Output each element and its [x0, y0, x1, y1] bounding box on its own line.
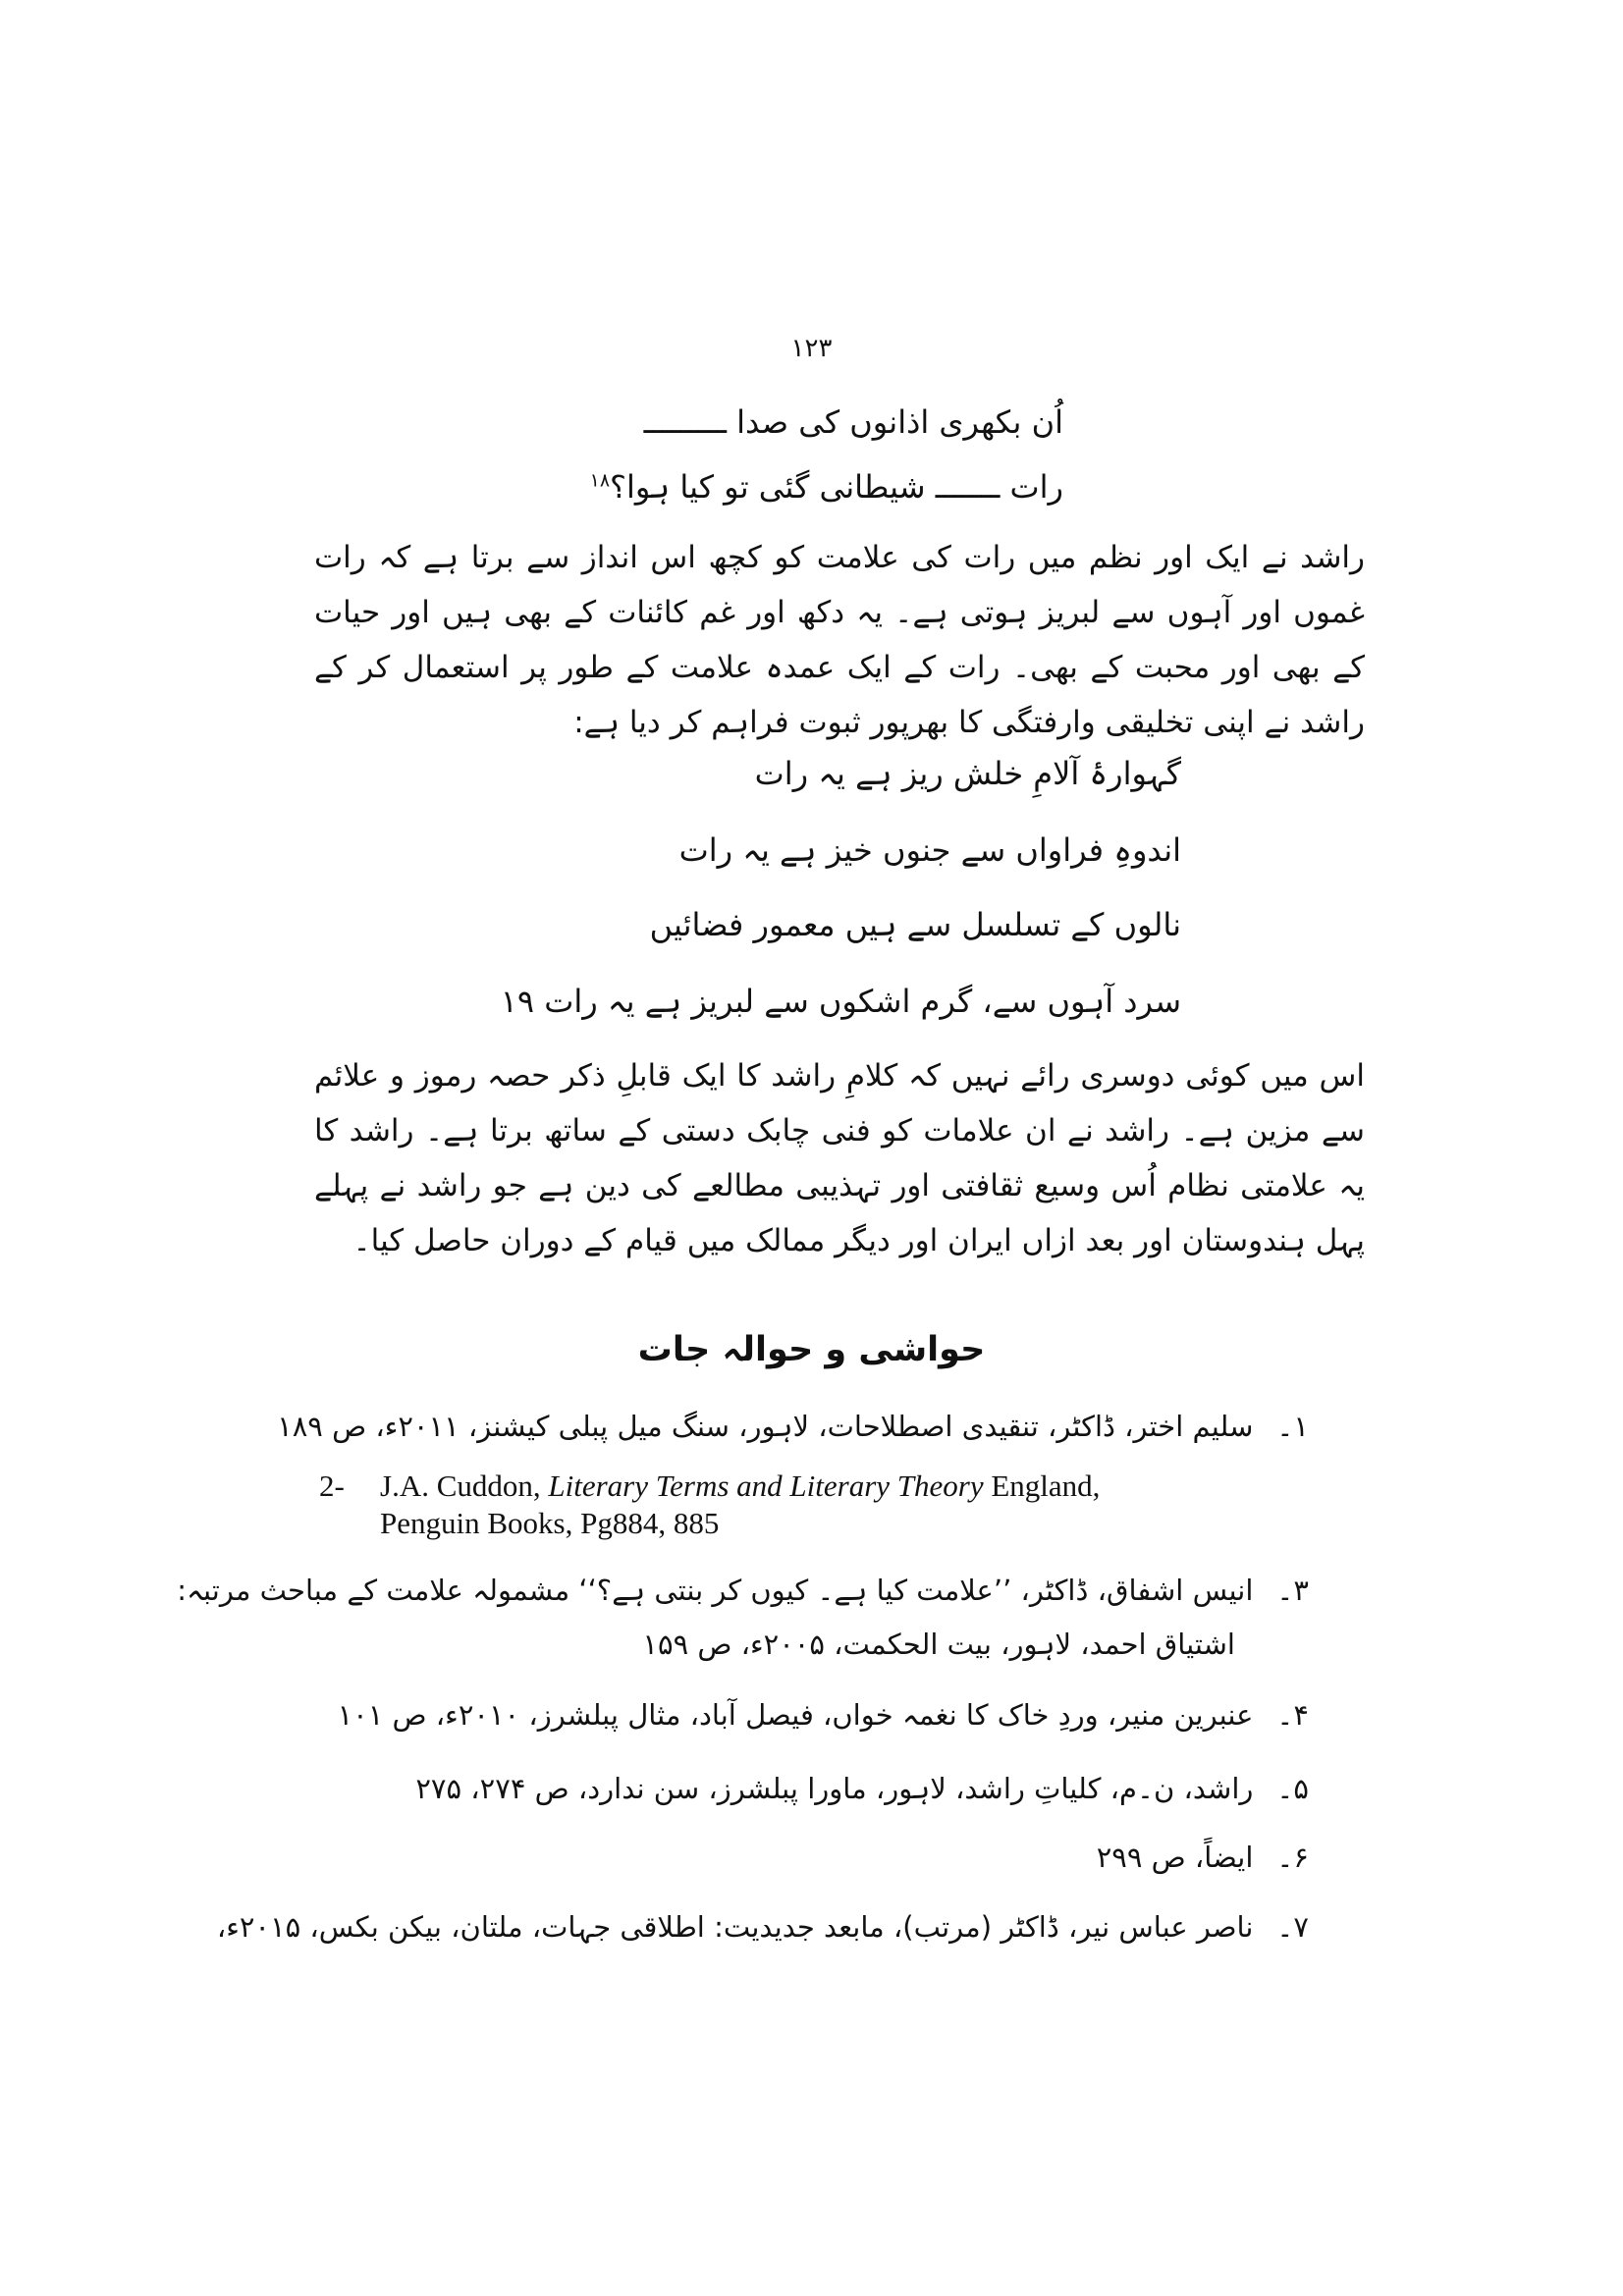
poem-line-2: اندوہِ فراواں سے جنوں خیز ہے یہ رات — [678, 831, 1181, 869]
reference-text-line-1: انیس اشفاق، ڈاکٹر، ’’علامت کیا ہے۔ کیوں کر بنتی ہے؟‘‘ مشمولہ علامت کے مباحث مرتبہ: — [177, 1574, 1254, 1607]
reference-item-7 — [217, 1902, 1309, 1951]
reference-number: ۷۔ — [1276, 1910, 1309, 1944]
reference-item-1 — [277, 1402, 1309, 1451]
footnote-marker: ۱۸ — [589, 469, 611, 492]
reference-text: ناصر عباس نیر، ڈاکٹر (مرتب)، مابعد جدیدیت: اطلاقی جہات، ملتان، بیکن بکس، ۲۰۱۵ء، — [216, 1910, 1254, 1944]
reference-item-5 — [415, 1764, 1309, 1813]
reference-item-3 — [177, 1566, 1309, 1615]
reference-item-3-continuation: اشتیاق احمد، لاہور، بیت الحکمت، ۲۰۰۵ء، ص ۱۵۹ — [642, 1628, 1235, 1661]
reference-item-6 — [1097, 1833, 1309, 1882]
verse-line-2 — [590, 459, 1063, 514]
page-number: ۱۲۳ — [790, 334, 833, 363]
poem-line-1: گہوارۂ آلامِ خلش ریز ہے یہ رات — [754, 755, 1181, 792]
reference-number: 2- — [319, 1468, 345, 1503]
reference-number: ۵۔ — [1276, 1772, 1309, 1805]
reference-number: ۳۔ — [1276, 1574, 1309, 1607]
reference-item-2 — [319, 1468, 1262, 1542]
reference-item-4 — [338, 1690, 1309, 1739]
verse-line-2-text: رات ـــــــ شیطانی گئی تو کیا ہوا؟ — [610, 468, 1063, 506]
reference-author: J.A. Cuddon, — [380, 1468, 541, 1503]
reference-text: عنبرین منیر، وردِ خاک کا نغمہ خواں، فیصل آباد، مثال پبلشرز، ۲۰۱۰ء، ص ۱۰۱ — [337, 1698, 1254, 1732]
reference-text: سلیم اختر، ڈاکٹر، تنقیدی اصطلاحات، لاہور، سنگ میل پبلی کیشنز، ۲۰۱۱ء، ص ۱۸۹ — [277, 1410, 1254, 1443]
poem-line-4: سرد آہوں سے، گرم اشکوں سے لبریز ہے یہ رات ۱۹ — [500, 983, 1181, 1020]
poem-line-3: نالوں کے تسلسل سے ہیں معمور فضائیں — [649, 906, 1181, 943]
reference-text: راشد، ن۔م، کلیاتِ راشد، لاہور، ماورا پبلشرز، سن ندارد، ص ۲۷۴، ۲۷۵ — [415, 1772, 1254, 1805]
reference-title: Literary Terms and Literary Theory — [548, 1468, 984, 1503]
reference-number: ۶۔ — [1276, 1841, 1309, 1874]
reference-number: ۱۔ — [1276, 1410, 1309, 1443]
reference-publisher: Penguin Books, Pg884, 885 — [380, 1506, 720, 1540]
reference-place: England, — [991, 1468, 1101, 1503]
body-paragraph-2: اس میں کوئی دوسری رائے نہیں کہ کلامِ راشد کا ایک قابلِ ذکر حصہ رموز و علائم سے مزین ہے۔ راشد نے ان علامات کو فنی چابک دستی کے ساتھ برتا ہے۔ راشد کا یہ علامتی نظام اُس وسیع ثقافتی اور تہذیبی مطالعے کی دین ہے جو راشد نے پہلے پہل ہندوستان اور بعد ازاں ایران اور دیگر ممالک میں قیام کے دوران حاصل کیا۔ — [314, 1058, 1365, 1258]
body-paragraph-1: راشد نے ایک اور نظم میں رات کی علامت کو کچھ اس انداز سے برتا ہے کہ رات غموں اور آہوں سے لبریز ہوتی ہے۔ یہ دکھ اور غم کائنات کے بھی ہیں اور حیات کے بھی اور محبت کے بھی۔ رات کے ایک عمدہ علامت کے طور پر استعمال کر کے راشد نے اپنی تخلیقی وارفتگی کا بھرپور ثبوت فراہم کر دیا ہے: — [314, 540, 1365, 740]
reference-number: ۴۔ — [1276, 1698, 1309, 1732]
references-heading: حواشی و حوالہ جات — [637, 1330, 986, 1369]
verse-line-1: اُن بکھری اذانوں کی صدا ـــــــــ — [643, 403, 1063, 441]
reference-text: ایضاً، ص ۲۹۹ — [1096, 1841, 1254, 1874]
